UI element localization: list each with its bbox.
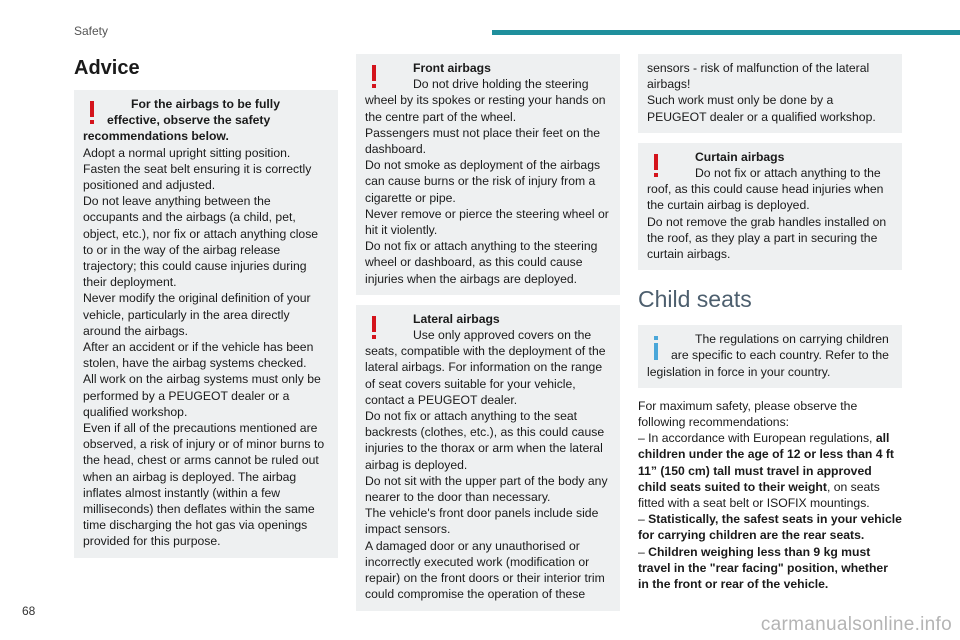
lateral-airbags-title: Lateral airbags	[413, 311, 500, 326]
front-airbags-line: Do not smoke as deployment of the airbags can cause burns or the risk of injury from a cigarette or pipe.	[365, 158, 601, 205]
page-number: 68	[22, 604, 36, 618]
curtain-airbags-line: Do not fix or attach anything to the roof, as this could cause head injuries when the curtain airbag is deployed.	[647, 166, 884, 213]
item-suffix: , on seats fitted with a seat belt or ISOFIX mountings.	[638, 479, 880, 511]
warning-icon	[365, 314, 389, 342]
lateral-airbags-line: Do not fix or attach anything to the seat backrests (clothes, etc.), as this could cause injuries to the thorax or arm when the lateral airbag is deployed.	[365, 409, 605, 472]
child-seats-item-3	[638, 544, 902, 593]
child-seats-title: Child seats	[638, 286, 752, 313]
column-2	[356, 54, 620, 611]
front-airbags-title: Front airbags	[413, 61, 491, 75]
child-seats-item-2	[638, 511, 902, 543]
section-label: Safety	[74, 24, 109, 38]
lateral-airbags-box	[356, 305, 620, 611]
item-bold: all children under the age of 12 or less than 4 ft 11” (150 cm) tall must travel in approved child seats suited to their weight	[638, 431, 894, 494]
warning-icon	[647, 152, 671, 180]
warning-icon	[83, 99, 107, 127]
item-prefix: – In accordance with European regulations,	[638, 431, 876, 446]
front-airbags-line: Never remove or pierce the steering wheel or hit it violently.	[365, 206, 609, 238]
curtain-airbags-box	[638, 143, 902, 270]
advice-lead: For the airbags to be fully effective, observe the safety recommendations below.	[83, 97, 280, 144]
advice-line: Even if all of the precautions mentioned are observed, a risk of injury or of minor burns to the head, chest or arms cannot be ruled out when an airbag is deployed. The airbag inflates almost instantly (within a few milliseconds) then deflates within the same time discharging the hot gas via openings provided for this purpose.	[83, 421, 325, 549]
advice-line: All work on the airbag systems must only be performed by a PEUGEOT dealer or a qualified workshop.	[83, 372, 321, 419]
front-airbags-box	[356, 54, 620, 295]
item-prefix: –	[638, 512, 649, 527]
item-bold: Statistically, the safest seats in your vehicle for carrying children are the rear seats.	[638, 512, 902, 543]
curtain-airbags-title: Curtain airbags	[695, 149, 785, 164]
watermark: carmanualsonline.info	[760, 614, 952, 635]
lateral-continued-line: Such work must only be done by a PEUGEOT dealer or a qualified workshop.	[647, 93, 876, 124]
header-accent-bar	[492, 30, 960, 35]
child-seats-intro: For maximum safety, please observe the following recommendations:	[638, 398, 858, 430]
column-3	[638, 54, 902, 592]
child-seats-item-1	[638, 430, 902, 511]
advice-line: Never modify the original definition of your vehicle, particularly in the area directly around the airbags.	[83, 291, 311, 338]
child-seats-recommendations	[638, 398, 902, 592]
lateral-airbags-line: A damaged door or any unauthorised or incorrectly executed work (modification or repair) on the front doors or their interior trim could compromise the operation of these	[365, 538, 605, 602]
lateral-airbags-line: Use only approved covers on the seats, compatible with the deployment of the lateral airbags. For information on the range of seat covers suitable for your vehicle, contact a PEUGEOT dealer.	[365, 328, 606, 407]
front-airbags-line: Do not fix or attach anything to the steering wheel or dashboard, as this could cause injuries when the airbags are deployed.	[365, 239, 598, 286]
warning-icon	[365, 63, 389, 91]
advice-line: After an accident or if the vehicle has been stolen, have the airbag systems checked.	[83, 340, 314, 371]
advice-line: Adopt a normal upright sitting position.	[83, 145, 291, 160]
lateral-continued-line: sensors - risk of malfunction of the lateral airbags!	[647, 61, 870, 92]
curtain-airbags-line: Do not remove the grab handles installed on the roof, as they play a part in securing the curtain airbags.	[647, 214, 887, 262]
info-icon	[647, 334, 671, 362]
advice-warning-box	[74, 90, 338, 558]
advice-line: Fasten the seat belt ensuring it is correctly positioned and adjusted.	[83, 161, 312, 193]
front-airbags-line: Passengers must not place their feet on the dashboard.	[365, 125, 601, 157]
lateral-airbags-continued-box	[638, 54, 902, 133]
lateral-airbags-line: Do not sit with the upper part of the body any nearer to the door than necessary.	[365, 473, 608, 505]
advice-line: Do not leave anything between the occupants and the airbags (a child, pet, object, etc.), nor fix or attach anything close to or in the way of the airbag release trajectory; this could cause injuries during their deployment.	[83, 194, 319, 290]
lateral-airbags-line: The vehicle's front door panels include side impact sensors.	[365, 506, 599, 537]
item-prefix: –	[638, 544, 649, 559]
advice-title: Advice	[74, 57, 140, 79]
column-1	[74, 54, 338, 558]
front-airbags-line: Do not drive holding the steering wheel by its spokes or resting your hands on the centre part of the wheel.	[365, 77, 606, 124]
child-seats-info-box	[638, 325, 902, 388]
child-seats-info: The regulations on carrying children are specific to each country. Refer to the legislation in force in your country.	[647, 332, 889, 379]
item-bold: Children weighing less than 9 kg must travel in the "rear facing" position, whether in the front or rear of the vehicle.	[638, 544, 888, 592]
